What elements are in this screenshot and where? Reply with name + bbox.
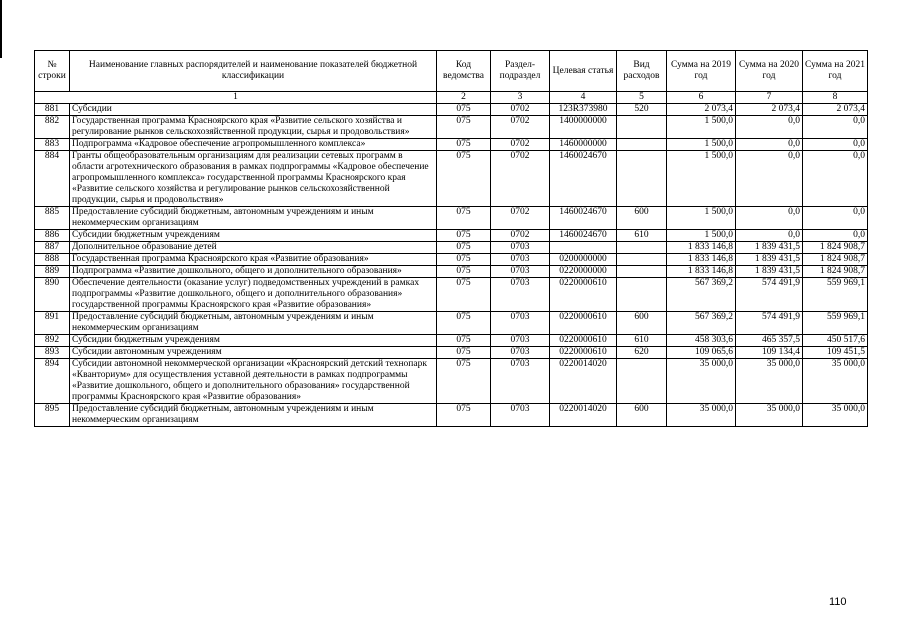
expense-kind: 620 xyxy=(617,347,667,359)
row-number: 881 xyxy=(35,104,70,116)
table-row xyxy=(35,359,868,404)
row-name: Субсидии xyxy=(70,104,437,116)
sum-2021: 559 969,1 xyxy=(803,312,868,335)
row-name: Дополнительное образование детей xyxy=(70,242,437,254)
column-index: 1 xyxy=(35,92,437,104)
sum-2020: 0,0 xyxy=(736,151,803,207)
target-article: 0220000610 xyxy=(550,335,617,347)
dept-code: 075 xyxy=(437,104,491,116)
section-code: 0703 xyxy=(491,278,550,312)
sum-2020: 35 000,0 xyxy=(736,404,803,427)
dept-code: 075 xyxy=(437,335,491,347)
sum-2019: 2 073,4 xyxy=(667,104,736,116)
dept-code: 075 xyxy=(437,139,491,151)
section-code: 0703 xyxy=(491,335,550,347)
table-row xyxy=(35,104,868,116)
header-target-article: Целевая статья xyxy=(550,51,617,92)
row-number: 885 xyxy=(35,207,70,230)
dept-code: 075 xyxy=(437,254,491,266)
sum-2021: 0,0 xyxy=(803,207,868,230)
row-number: 886 xyxy=(35,230,70,242)
row-number: 894 xyxy=(35,359,70,404)
sum-2020: 2 073,4 xyxy=(736,104,803,116)
dept-code: 075 xyxy=(437,359,491,404)
sum-2021: 35 000,0 xyxy=(803,359,868,404)
row-number: 882 xyxy=(35,116,70,139)
row-number: 892 xyxy=(35,335,70,347)
row-name: Предоставление субсидий бюджетным, автономным учреждениям и иным некоммерческим организациям xyxy=(70,207,437,230)
table-row xyxy=(35,207,868,230)
dept-code: 075 xyxy=(437,278,491,312)
row-name: Гранты общеобразовательным организациям для реализации сетевых программ в области агротехнического образования в рамках подпрограммы «Кадровое обеспечение агропромышленного комплекса» государственной программы Красноярского края «Развитие сельского хозяйства и регулирование рынков сельскохозяйственной продукции, сырья и продовольствия» xyxy=(70,151,437,207)
sum-2021: 1 824 908,7 xyxy=(803,242,868,254)
sum-2020: 109 134,4 xyxy=(736,347,803,359)
sum-2019: 1 500,0 xyxy=(667,116,736,139)
row-name: Государственная программа Красноярского края «Развитие образования» xyxy=(70,254,437,266)
column-index: 3 xyxy=(491,92,550,104)
table-row xyxy=(35,116,868,139)
sum-2019: 35 000,0 xyxy=(667,404,736,427)
target-article xyxy=(550,242,617,254)
sum-2021: 0,0 xyxy=(803,151,868,207)
column-index: 7 xyxy=(736,92,803,104)
table-body xyxy=(35,104,868,427)
row-name: Государственная программа Красноярского края «Развитие сельского хозяйства и регулирование рынков сельскохозяйственной продукции, сырья и продовольствия» xyxy=(70,116,437,139)
header-section: Раздел- подраздел xyxy=(491,51,550,92)
target-article: 0220000610 xyxy=(550,347,617,359)
header-dept-code: Код ведомства xyxy=(437,51,491,92)
sum-2020: 465 357,5 xyxy=(736,335,803,347)
section-code: 0702 xyxy=(491,230,550,242)
expense-kind xyxy=(617,278,667,312)
sum-2021: 2 073,4 xyxy=(803,104,868,116)
target-article: 0220000610 xyxy=(550,312,617,335)
table-row xyxy=(35,254,868,266)
row-name: Предоставление субсидий бюджетным, автономным учреждениям и иным некоммерческим организациям xyxy=(70,312,437,335)
column-index: 6 xyxy=(667,92,736,104)
expense-kind xyxy=(617,242,667,254)
header-row-number: № строки xyxy=(35,51,70,92)
row-name: Подпрограмма «Кадровое обеспечение агропромышленного комплекса» xyxy=(70,139,437,151)
header-sum-2019: Сумма на 2019 год xyxy=(667,51,736,92)
sum-2020: 1 839 431,5 xyxy=(736,254,803,266)
column-index: 4 xyxy=(550,92,617,104)
sum-2020: 0,0 xyxy=(736,139,803,151)
sum-2019: 1 833 146,8 xyxy=(667,254,736,266)
section-code: 0703 xyxy=(491,312,550,335)
expense-kind: 610 xyxy=(617,230,667,242)
target-article: 0200000000 xyxy=(550,254,617,266)
expense-kind: 610 xyxy=(617,335,667,347)
dept-code: 075 xyxy=(437,266,491,278)
table-row xyxy=(35,242,868,254)
sum-2021: 1 824 908,7 xyxy=(803,266,868,278)
table-row xyxy=(35,335,868,347)
row-number: 893 xyxy=(35,347,70,359)
row-name: Обеспечение деятельности (оказание услуг) подведомственных учреждений в рамках подпрограммы «Развитие дошкольного, общего и дополнительного образования» государственной программы Красноярского края «Развитие образования» xyxy=(70,278,437,312)
row-number: 891 xyxy=(35,312,70,335)
margin-rule xyxy=(0,0,2,58)
section-code: 0702 xyxy=(491,139,550,151)
table-row xyxy=(35,278,868,312)
sum-2019: 1 500,0 xyxy=(667,207,736,230)
target-article: 123R373980 xyxy=(550,104,617,116)
expense-kind: 520 xyxy=(617,104,667,116)
expense-kind xyxy=(617,116,667,139)
section-code: 0703 xyxy=(491,404,550,427)
row-number: 888 xyxy=(35,254,70,266)
sum-2021: 0,0 xyxy=(803,116,868,139)
expense-kind xyxy=(617,254,667,266)
section-code: 0702 xyxy=(491,104,550,116)
sum-2020: 0,0 xyxy=(736,230,803,242)
row-name: Подпрограмма «Развитие дошкольного, общего и дополнительного образования» xyxy=(70,266,437,278)
sum-2020: 0,0 xyxy=(736,207,803,230)
page-number: 110 xyxy=(829,596,847,608)
target-article: 1460024670 xyxy=(550,151,617,207)
target-article: 0220014020 xyxy=(550,359,617,404)
sum-2020: 574 491,9 xyxy=(736,278,803,312)
dept-code: 075 xyxy=(437,347,491,359)
expense-kind: 600 xyxy=(617,312,667,335)
section-code: 0703 xyxy=(491,254,550,266)
section-code: 0702 xyxy=(491,116,550,139)
expense-kind: 600 xyxy=(617,404,667,427)
row-name: Субсидии бюджетным учреждениям xyxy=(70,230,437,242)
target-article: 0220014020 xyxy=(550,404,617,427)
table-header-row xyxy=(35,51,868,92)
target-article: 1460024670 xyxy=(550,207,617,230)
target-article: 1460024670 xyxy=(550,230,617,242)
column-index: 5 xyxy=(617,92,667,104)
expense-kind xyxy=(617,266,667,278)
header-sum-2020: Сумма на 2020 год xyxy=(736,51,803,92)
sum-2021: 109 451,5 xyxy=(803,347,868,359)
sum-2019: 1 833 146,8 xyxy=(667,242,736,254)
expense-kind xyxy=(617,139,667,151)
dept-code: 075 xyxy=(437,230,491,242)
sum-2020: 1 839 431,5 xyxy=(736,266,803,278)
table-row xyxy=(35,139,868,151)
dept-code: 075 xyxy=(437,312,491,335)
row-number: 890 xyxy=(35,278,70,312)
row-name: Предоставление субсидий бюджетным, автономным учреждениям и иным некоммерческим организациям xyxy=(70,404,437,427)
section-code: 0702 xyxy=(491,207,550,230)
section-code: 0702 xyxy=(491,151,550,207)
sum-2019: 35 000,0 xyxy=(667,359,736,404)
budget-table xyxy=(34,50,868,427)
header-expense-kind: Вид расходов xyxy=(617,51,667,92)
row-number: 883 xyxy=(35,139,70,151)
expense-kind: 600 xyxy=(617,207,667,230)
header-name: Наименование главных распорядителей и наименование показателей бюджетной классификации xyxy=(70,51,437,92)
table-row xyxy=(35,151,868,207)
sum-2019: 1 500,0 xyxy=(667,230,736,242)
sum-2021: 35 000,0 xyxy=(803,404,868,427)
dept-code: 075 xyxy=(437,242,491,254)
section-code: 0703 xyxy=(491,266,550,278)
row-name: Субсидии автономной некоммерческой организации «Красноярский детский технопарк «Кванториум» для осуществления уставной деятельности в рамках подпрограммы «Развитие дошкольного, общего и дополнительного образования» государственной программы Красноярского края «Развитие образования» xyxy=(70,359,437,404)
table-row xyxy=(35,312,868,335)
sum-2019: 458 303,6 xyxy=(667,335,736,347)
row-number: 887 xyxy=(35,242,70,254)
dept-code: 075 xyxy=(437,207,491,230)
sum-2019: 1 500,0 xyxy=(667,139,736,151)
target-article: 0220000000 xyxy=(550,266,617,278)
row-name: Субсидии автономным учреждениям xyxy=(70,347,437,359)
sum-2020: 35 000,0 xyxy=(736,359,803,404)
dept-code: 075 xyxy=(437,116,491,139)
sum-2019: 567 369,2 xyxy=(667,278,736,312)
sum-2020: 0,0 xyxy=(736,116,803,139)
sum-2019: 567 369,2 xyxy=(667,312,736,335)
table-row xyxy=(35,266,868,278)
sum-2021: 0,0 xyxy=(803,230,868,242)
dept-code: 075 xyxy=(437,151,491,207)
sum-2021: 0,0 xyxy=(803,139,868,151)
sum-2021: 559 969,1 xyxy=(803,278,868,312)
sum-2020: 1 839 431,5 xyxy=(736,242,803,254)
row-number: 884 xyxy=(35,151,70,207)
header-sum-2021: Сумма на 2021 год xyxy=(803,51,868,92)
column-index-row xyxy=(35,92,868,104)
row-name: Субсидии бюджетным учреждениям xyxy=(70,335,437,347)
section-code: 0703 xyxy=(491,347,550,359)
section-code: 0703 xyxy=(491,359,550,404)
sum-2020: 574 491,9 xyxy=(736,312,803,335)
target-article: 1460000000 xyxy=(550,139,617,151)
target-article: 0220000610 xyxy=(550,278,617,312)
table-row xyxy=(35,404,868,427)
row-number: 889 xyxy=(35,266,70,278)
expense-kind xyxy=(617,359,667,404)
table-row xyxy=(35,230,868,242)
row-number: 895 xyxy=(35,404,70,427)
column-index: 2 xyxy=(437,92,491,104)
target-article: 1400000000 xyxy=(550,116,617,139)
expense-kind xyxy=(617,151,667,207)
dept-code: 075 xyxy=(437,404,491,427)
section-code: 0703 xyxy=(491,242,550,254)
sum-2019: 109 065,6 xyxy=(667,347,736,359)
sum-2019: 1 833 146,8 xyxy=(667,266,736,278)
sum-2021: 450 517,6 xyxy=(803,335,868,347)
table-row xyxy=(35,347,868,359)
column-index: 8 xyxy=(803,92,868,104)
sum-2019: 1 500,0 xyxy=(667,151,736,207)
sum-2021: 1 824 908,7 xyxy=(803,254,868,266)
